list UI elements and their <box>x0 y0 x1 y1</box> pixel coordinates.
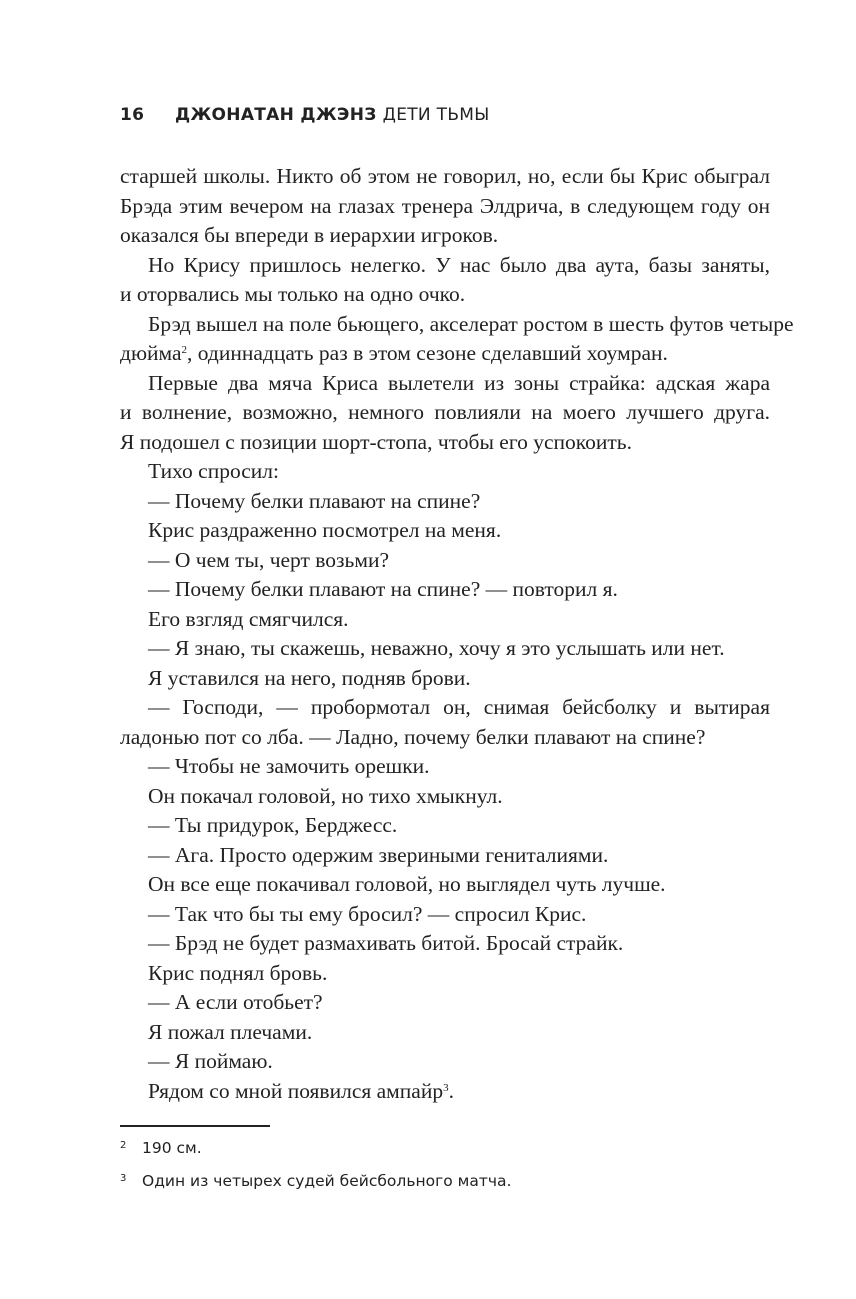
text-segment: Рядом со мной появился ампайр <box>148 1078 444 1103</box>
footnote-text: Один из четырех судей бейсбольного матча. <box>142 1172 512 1190</box>
text-line: и волнение, возможно, немного повлияли на моего лучшего друга. <box>120 400 770 424</box>
text-segment: . <box>448 1078 454 1103</box>
text-line: Он покачал головой, но тихо хмыкнул. <box>148 783 503 808</box>
text-line: Тихо спросил: <box>148 459 279 483</box>
running-head <box>120 105 490 129</box>
text-line <box>120 339 770 369</box>
footnote-text: 190 см. <box>142 1139 202 1157</box>
text-line: Брэд вышел на поле бьющего, акселерат ростом в шесть футов четыре <box>148 311 794 336</box>
book-title: ДЕТИ ТЬМЫ <box>382 105 490 125</box>
footnote-ref: 3 <box>443 1081 449 1094</box>
text-line: Его взгляд смягчился. <box>148 606 349 631</box>
text-line: — Господи, — пробормотал он, снимая бейсболку и вытирая <box>148 695 770 719</box>
text-line: Я уставился на него, подняв брови. <box>148 665 471 690</box>
page-number: 16 <box>120 105 145 125</box>
text-line: и оторвались мы только на одно очко. <box>120 282 466 306</box>
text-line: оказался бы впереди в иерархии игроков. <box>120 223 499 247</box>
text-line: Крис поднял бровь. <box>148 960 328 985</box>
text-line: — Брэд не будет размахивать битой. Бросай страйк. <box>148 931 624 955</box>
text-line: — Почему белки плавают на спине? — повторил я. <box>148 577 618 601</box>
text-line: — А если отобьет? <box>148 990 323 1014</box>
text-line: — О чем ты, черт возьми? <box>148 547 390 572</box>
footnotes <box>120 1132 770 1198</box>
text-line: — Я поймаю. <box>148 1049 273 1073</box>
text-line: Я подошел с позиции шорт-стопа, чтобы его успокоить. <box>120 429 632 454</box>
author-name: ДЖОНАТАН ДЖЭНЗ <box>175 105 377 125</box>
text-segment: дюйма <box>120 341 182 365</box>
text-line: — Так что бы ты ему бросил? — спросил Крис. <box>148 901 587 926</box>
text-line: — Ага. Просто одержим звериными гениталиями. <box>148 842 609 867</box>
text-line <box>120 1077 770 1107</box>
text-line: — Почему белки плавают на спине? <box>148 488 481 513</box>
footnote: 2 190 см. <box>120 1139 202 1157</box>
footnote-separator <box>120 1125 270 1127</box>
text-line: — Я знаю, ты скажешь, неважно, хочу я это услышать или нет. <box>148 636 725 660</box>
text-line: Я пожал плечами. <box>148 1019 313 1044</box>
footnote: 3 Один из четырех судей бейсбольного матча. <box>120 1172 512 1190</box>
text-line: старшей школы. Никто об этом не говорил, но, если бы Крис обыграл <box>120 164 770 188</box>
text-line: Он все еще покачивал головой, но выглядел чуть лучше. <box>148 872 666 896</box>
text-line: — Чтобы не замочить орешки. <box>148 754 430 778</box>
footnote-ref: 2 <box>181 344 188 356</box>
text-line: — Ты придурок, Берджесс. <box>148 813 398 837</box>
text-line: Брэда этим вечером на глазах тренера Элдрича, в следующем году он <box>120 193 770 218</box>
text-segment: , одиннадцать раз в этом сезоне сделавший хоумран. <box>187 341 668 365</box>
body-text <box>120 162 794 1106</box>
text-line: Первые два мяча Криса вылетели из зоны страйка: адская жара <box>148 370 770 395</box>
text-line: Крис раздраженно посмотрел на меня. <box>148 518 502 542</box>
text-line: ладонью пот со лба. — Ладно, почему белки плавают на спине? <box>120 724 706 749</box>
text-line: Но Крису пришлось нелегко. У нас было два аута, базы заняты, <box>148 252 770 277</box>
